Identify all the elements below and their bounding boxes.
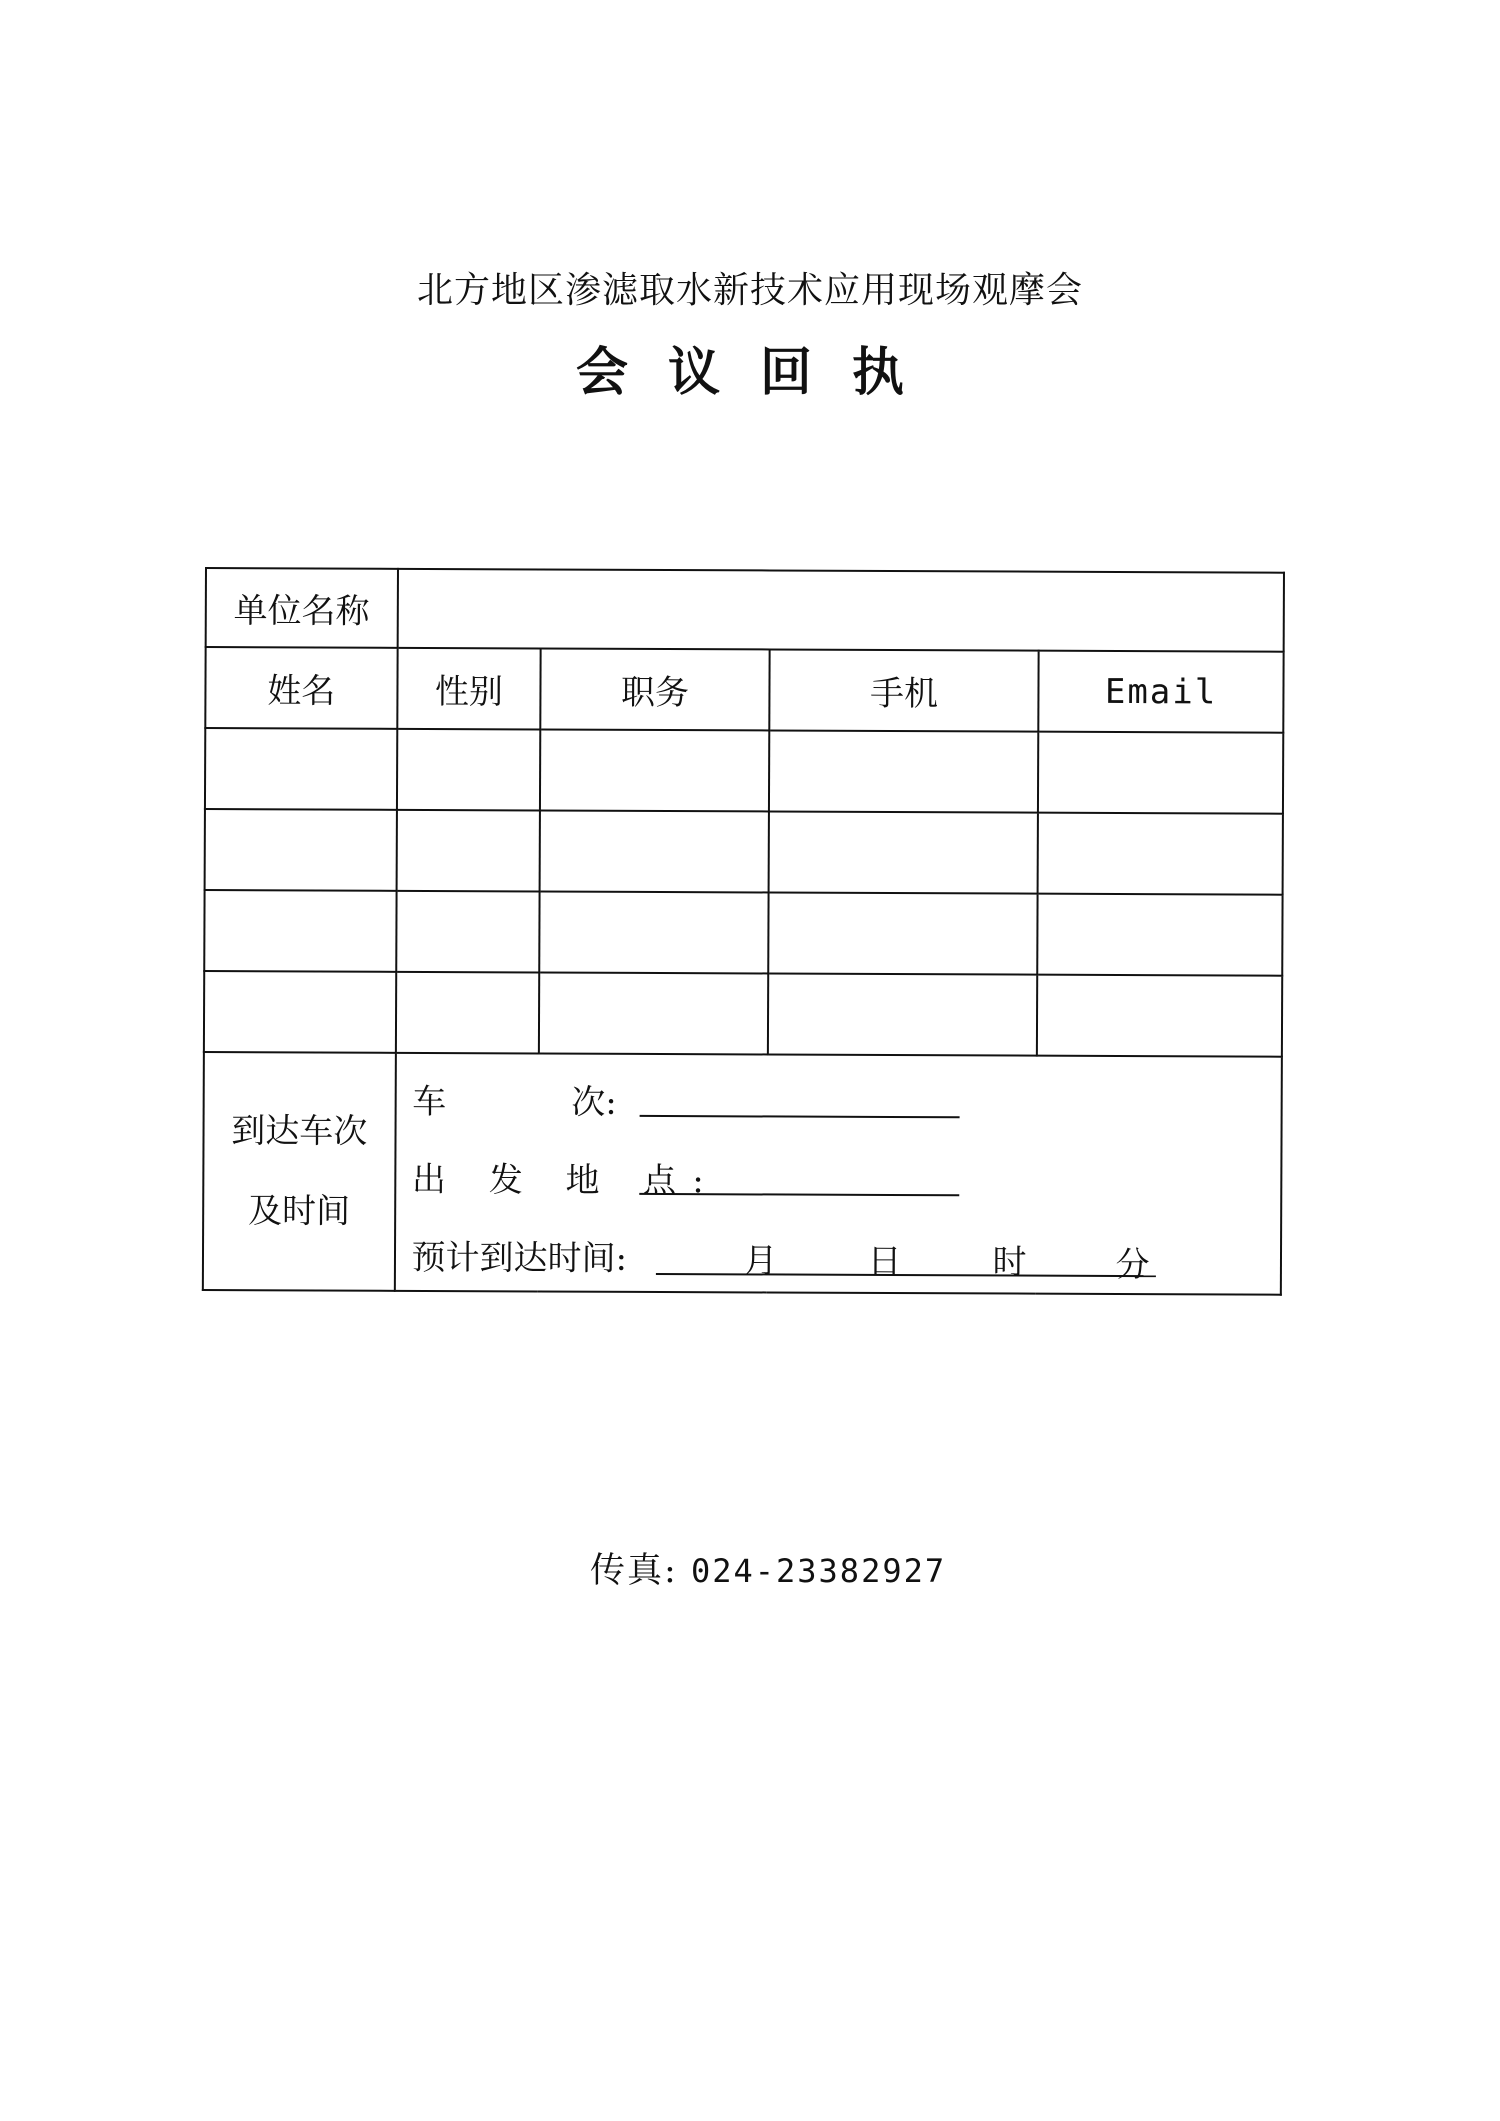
table-row — [204, 890, 1282, 976]
name-cell[interactable] — [204, 971, 396, 1053]
arrival-label — [203, 1052, 396, 1291]
train-number-field[interactable] — [639, 1115, 959, 1118]
eta-field[interactable] — [656, 1273, 1156, 1277]
unit-name-label: 单位名称 — [206, 568, 398, 648]
train-label-a: 车 — [412, 1081, 447, 1123]
name-cell[interactable] — [205, 809, 397, 891]
email-cell[interactable] — [1037, 975, 1282, 1057]
form-title: 会议回执 — [575, 343, 944, 403]
day-unit: 日 — [867, 1241, 902, 1283]
name-cell[interactable] — [205, 728, 397, 810]
fax-label: 传真: — [590, 1551, 678, 1591]
table-row — [205, 809, 1283, 895]
col-header-mobile: 手机 — [769, 649, 1039, 731]
fax-line — [590, 1543, 946, 1593]
col-header-position: 职务 — [541, 648, 770, 730]
email-cell[interactable] — [1038, 732, 1283, 814]
month-unit: 月 — [743, 1241, 778, 1282]
eta-label: 预计到达时间: — [411, 1237, 628, 1279]
arrival-label-line2: 及时间 — [247, 1191, 351, 1232]
arrival-label-line1: 到达车次 — [231, 1111, 368, 1152]
hour-unit: 时 — [992, 1242, 1027, 1283]
mobile-cell[interactable] — [769, 730, 1039, 812]
email-cell[interactable] — [1038, 894, 1283, 976]
mobile-cell[interactable] — [768, 811, 1038, 893]
mobile-cell[interactable] — [768, 973, 1038, 1055]
col-header-email: Email — [1039, 651, 1284, 733]
position-cell[interactable] — [540, 810, 769, 892]
departure-label: 出 发 地 点: — [411, 1159, 720, 1202]
gender-cell[interactable] — [396, 810, 540, 892]
gender-cell[interactable] — [396, 891, 540, 973]
position-cell[interactable] — [540, 891, 769, 973]
minute-unit: 分 — [1115, 1244, 1150, 1286]
train-label-b: 次: — [571, 1082, 617, 1123]
unit-name-field[interactable] — [397, 569, 1284, 652]
mobile-cell[interactable] — [768, 892, 1038, 974]
receipt-form-table — [202, 567, 1285, 1296]
meeting-subtitle: 北方地区渗滤取水新技术应用现场观摩会 — [416, 270, 1083, 311]
table-row — [204, 971, 1282, 1057]
col-header-gender: 性别 — [397, 648, 541, 730]
name-cell[interactable] — [204, 890, 396, 972]
position-cell[interactable] — [540, 729, 769, 811]
gender-cell[interactable] — [395, 972, 539, 1054]
col-header-name: 姓名 — [205, 647, 397, 729]
gender-cell[interactable] — [397, 729, 541, 811]
unit-row — [206, 568, 1284, 652]
table-row — [205, 728, 1283, 814]
arrival-details — [394, 1053, 1281, 1295]
position-cell[interactable] — [539, 972, 768, 1054]
arrival-row — [203, 1052, 1282, 1295]
column-header-row — [205, 647, 1283, 733]
fax-number: 024-23382927 — [690, 1552, 947, 1590]
email-cell[interactable] — [1038, 813, 1283, 895]
